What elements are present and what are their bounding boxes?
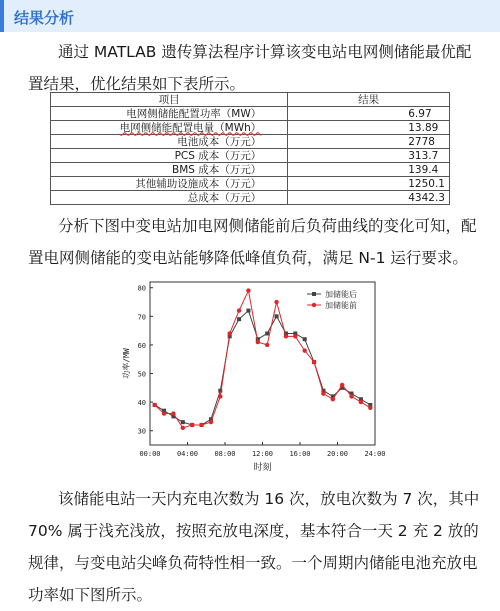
data-point bbox=[349, 394, 353, 398]
data-point bbox=[171, 411, 175, 415]
data-point bbox=[246, 288, 250, 292]
y-tick-label: 70 bbox=[137, 313, 146, 322]
data-point bbox=[227, 331, 231, 335]
table-cell-item: 其他辅助设施成本（万元） bbox=[51, 177, 288, 191]
data-point bbox=[293, 334, 297, 338]
data-point bbox=[312, 360, 316, 364]
x-tick-label: 16:00 bbox=[289, 450, 311, 458]
legend-label: 加储能前 bbox=[325, 301, 357, 310]
table-cell-item: BMS 成本（万元） bbox=[51, 163, 288, 177]
x-tick-label: 20:00 bbox=[326, 450, 349, 458]
data-point bbox=[284, 334, 288, 338]
table-cell-value: 313.7 bbox=[288, 149, 450, 163]
data-point bbox=[190, 423, 194, 427]
table-cell-value: 13.89 bbox=[288, 121, 450, 135]
table-cell-value: 1250.1 bbox=[288, 177, 450, 191]
data-point bbox=[246, 309, 250, 313]
table-row bbox=[51, 121, 450, 135]
y-tick-label: 50 bbox=[137, 370, 146, 379]
data-point bbox=[321, 391, 325, 395]
table-cell-value: 6.97 bbox=[288, 107, 450, 121]
section-header bbox=[0, 0, 500, 32]
section-title: 结果分析 bbox=[14, 9, 75, 27]
column-header-result: 结果 bbox=[288, 93, 450, 107]
legend-marker bbox=[312, 292, 316, 296]
y-tick-label: 60 bbox=[137, 341, 146, 350]
table-row bbox=[51, 149, 450, 163]
x-tick-label: 08:00 bbox=[214, 450, 236, 458]
load-curve-chart bbox=[120, 274, 386, 479]
data-point bbox=[209, 420, 213, 424]
table-row bbox=[51, 107, 450, 121]
result-table bbox=[50, 92, 450, 205]
x-tick-label: 24:00 bbox=[364, 450, 386, 458]
series-line-1 bbox=[155, 311, 371, 425]
series-line-2 bbox=[155, 291, 371, 428]
y-tick-label: 30 bbox=[137, 427, 146, 436]
table-cell-item: 电池成本（万元） bbox=[51, 135, 288, 149]
legend-label: 加储能后 bbox=[325, 290, 357, 299]
table-row bbox=[51, 177, 450, 191]
table-cell-item: 电网侧储能配置电量（MWh） bbox=[51, 121, 288, 135]
data-point bbox=[265, 331, 269, 335]
table-cell-value: 2778 bbox=[288, 135, 450, 149]
data-point bbox=[368, 406, 372, 410]
chart-legend bbox=[307, 289, 357, 310]
x-tick-label: 12:00 bbox=[251, 450, 274, 458]
data-point bbox=[152, 403, 156, 407]
paragraph-analysis: 分析下图中变电站加电网侧储能前后负荷曲线的变化可知，配置电网侧储能的变电站能够降低峰值负荷，满足 N-1 运行要求。 bbox=[28, 217, 477, 267]
table-cell-item: 电网侧储能配置功率（MW） bbox=[51, 107, 288, 121]
table-cell-item: PCS 成本（万元） bbox=[51, 149, 288, 163]
y-axis-label: 功率/MW bbox=[122, 348, 131, 379]
data-point bbox=[275, 314, 279, 318]
data-point bbox=[359, 400, 363, 404]
table-cell-value: 4342.3 bbox=[288, 191, 450, 205]
data-point bbox=[181, 426, 185, 430]
data-point bbox=[303, 337, 307, 341]
data-point bbox=[274, 300, 278, 304]
data-point bbox=[199, 423, 203, 427]
table-header-row bbox=[51, 93, 450, 107]
data-point bbox=[218, 394, 222, 398]
data-point bbox=[181, 420, 185, 424]
table-row bbox=[51, 163, 450, 177]
paragraph-summary: 该储能电站一天内充电次数为 16 次，放电次数为 7 次，其中 70% 属于浅充浅放，按照充放电深度，基本符合一天 2 充 2 放的规律，与变电站尖峰负荷特性相一致。一个周期内储能电池充放电功率如下图所示。 bbox=[28, 490, 480, 604]
x-tick-label: 04:00 bbox=[176, 450, 199, 458]
data-point bbox=[256, 340, 260, 344]
y-tick-label: 80 bbox=[137, 284, 146, 293]
data-point bbox=[331, 397, 335, 401]
data-point bbox=[302, 348, 306, 352]
y-tick-label: 40 bbox=[137, 399, 146, 408]
x-tick-label: 00:00 bbox=[139, 450, 161, 458]
paragraph-intro: 通过 MATLAB 遗传算法程序计算该变电站电网侧储能最优配置结果，优化结果如下表所示。 bbox=[28, 43, 472, 93]
data-point bbox=[162, 411, 166, 415]
table-row bbox=[51, 191, 450, 205]
legend-marker bbox=[312, 303, 316, 307]
table-row bbox=[51, 135, 450, 149]
data-point bbox=[237, 308, 241, 312]
column-header-item: 项目 bbox=[51, 93, 288, 107]
data-point bbox=[237, 317, 241, 321]
data-point bbox=[265, 343, 269, 347]
table-cell-item: 总成本（万元） bbox=[51, 191, 288, 205]
data-point bbox=[340, 383, 344, 387]
table-cell-value: 139.4 bbox=[288, 163, 450, 177]
x-axis-label: 时刻 bbox=[253, 463, 272, 473]
